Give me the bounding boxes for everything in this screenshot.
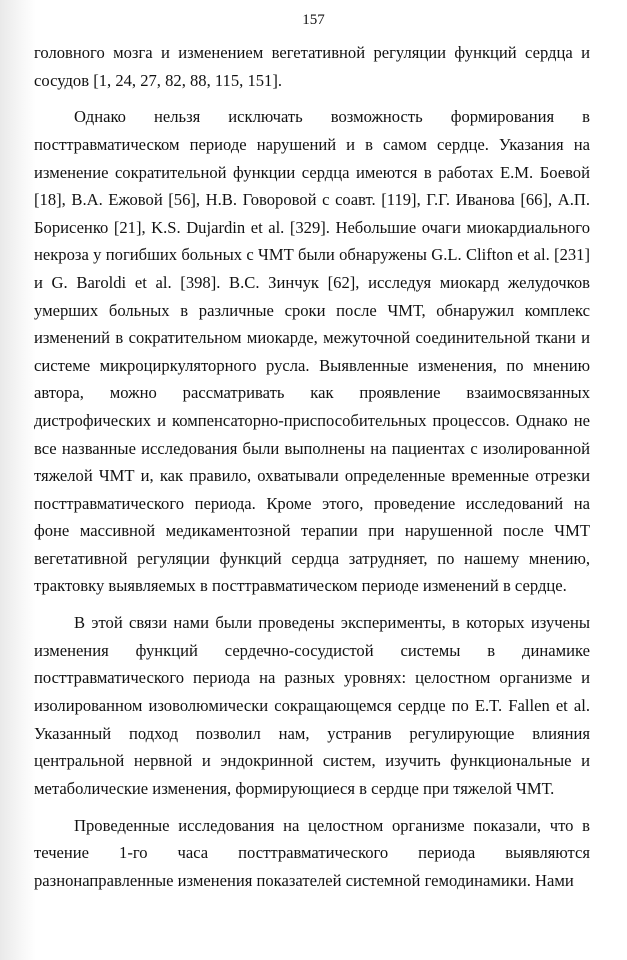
page-number: 157 bbox=[302, 12, 325, 28]
paragraph: Однако нельзя исключать возможность формирования в посттравматическом периоде нарушений и в самом сердце. Указания на изменение сократительной функции сердца имеются в работах Е.М. Боевой [18], В.А. Ежовой [56], Н.В. Говоровой с соавт. [119], Г.Г. Иванова [66], А.П. Борисенко [21], K.S. Dujardin et al. [329]. Небольшие очаги миокардиального некроза у погибших больных с ЧМТ были обнаружены G.L. Clifton et al. [231] и G. Baroldi et al. [398]. В.С. Зинчук [62], исследуя миокард желудочков умерших больных в различные сроки после ЧМТ, обнаружил комплекс изменений в сократительном миокарде, межуточной соединительной ткани и системе микроциркуляторного русла. Выявленные изменения, по мнению автора, можно рассматривать как проявление взаимосвязанных дистрофических и компенсаторно-приспособительных процессов. Однако не все названные исследования были выполнены на пациентах с изолированной тяжелой ЧМТ и, как правило, охватывали определенные временные отрезки посттравматического периода. Кроме этого, проведение исследований на фоне массивной медикаментозной терапии при нарушенной после ЧМТ вегетативной регуляции функций сердца затрудняет, по нашему мнению, трактовку выявляемых в посттравматическом периоде изменений в сердце. bbox=[34, 107, 590, 596]
body-text bbox=[34, 39, 590, 894]
paragraph: Проведенные исследования на целостном организме показали, что в течение 1-го часа посттравматического периода выявляются разнонаправленные изменения показателей системной гемодинамики. Нами bbox=[34, 815, 590, 890]
paragraph: В этой связи нами были проведены эксперименты, в которых изучены изменения функций сердечно-сосудистой системы в динамике посттравматического периода на разных уровнях: целостном организме и изолированном изоволюмически сокращающемся сердце по E.T. Fallen et al. Указанный подход позволил нам, устранив регулирующие влияния центральной нервной и эндокринной систем, изучить функциональные и метаболические изменения, формирующиеся в сердце при тяжелой ЧМТ. bbox=[34, 613, 590, 798]
paragraph-continuation: головного мозга и изменением вегетативной регуляции функций сердца и сосудов [1, 24, 27, 82, 88, 115, 151]. bbox=[34, 43, 590, 90]
scan-edge-shadow bbox=[0, 0, 36, 960]
